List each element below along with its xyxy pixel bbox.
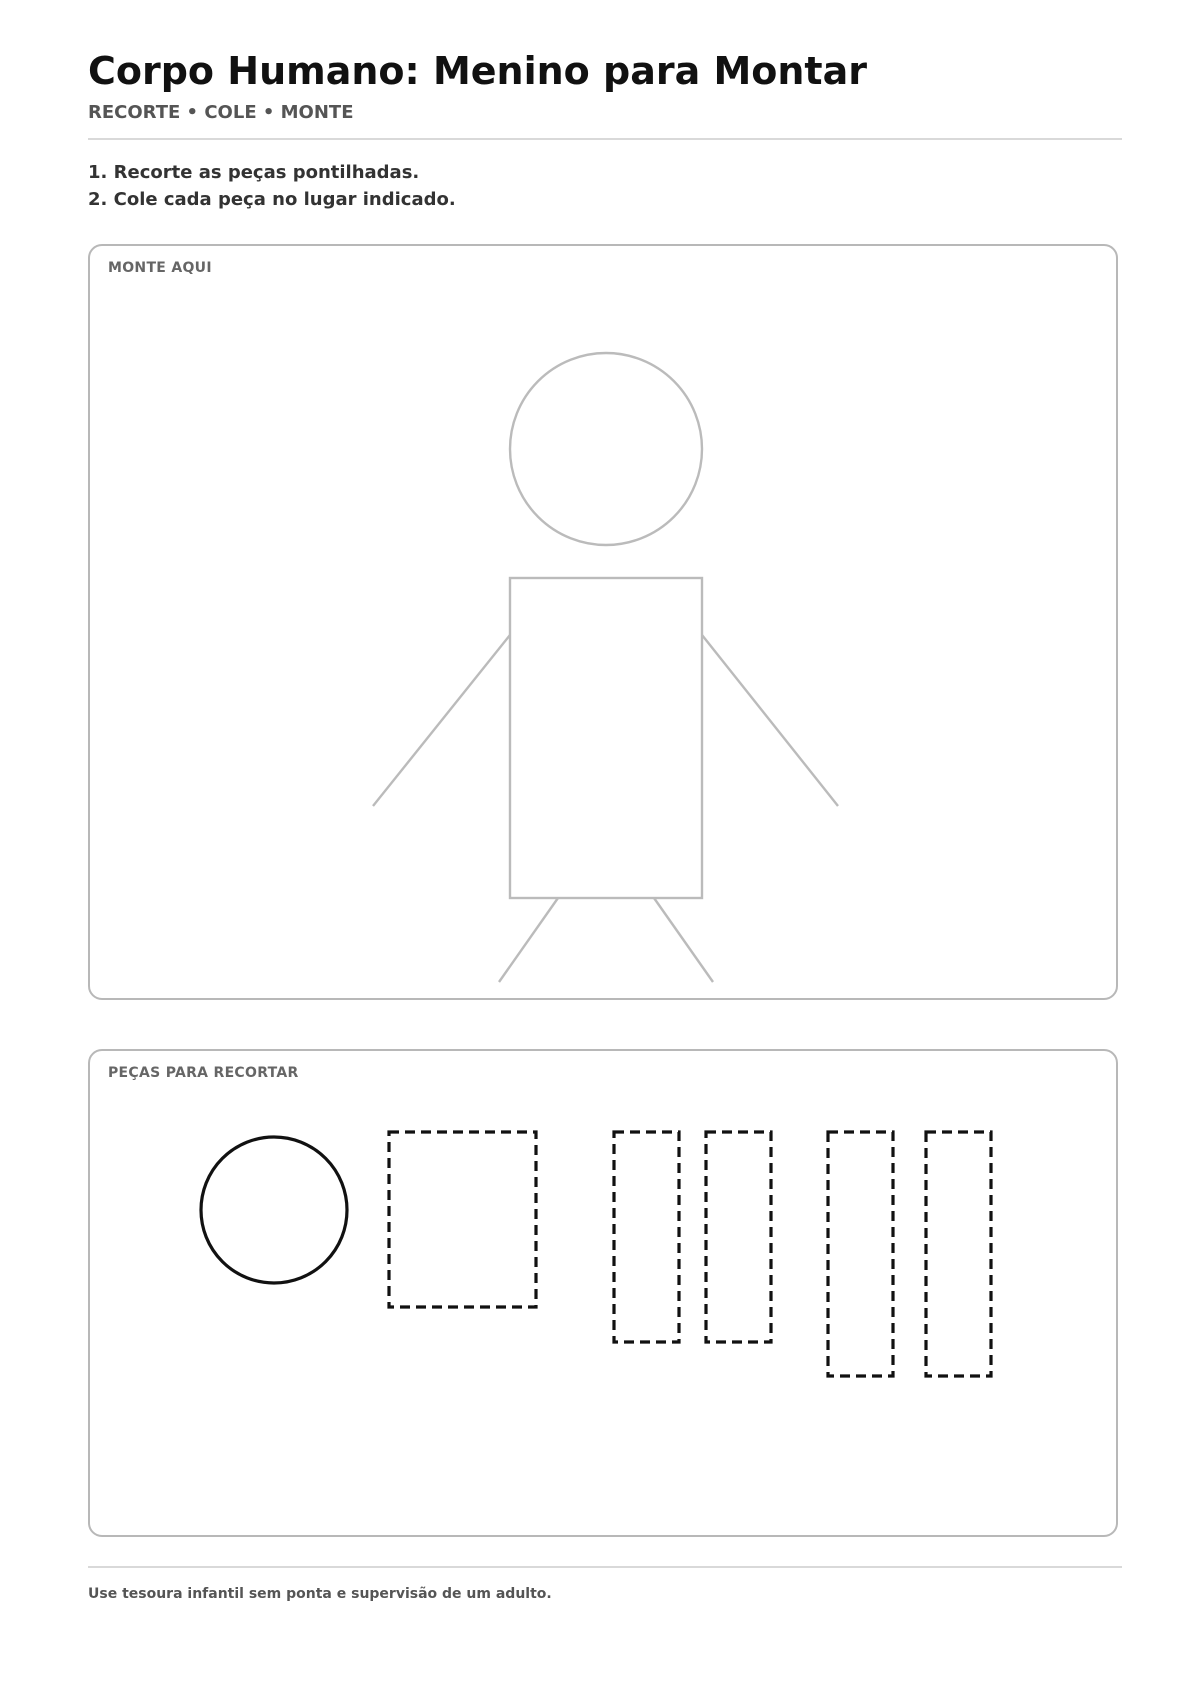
right-leg-line [654, 898, 713, 982]
head-piece [201, 1137, 347, 1283]
right-arm-line [702, 635, 838, 806]
page-subtitle: RECORTE • COLE • MONTE [88, 102, 354, 123]
assembly-area [88, 244, 1118, 1000]
leg-piece [926, 1132, 991, 1376]
pieces-area-label: PEÇAS PARA RECORTAR [108, 1065, 299, 1081]
body-outline-guide [90, 246, 1120, 1002]
head-outline [510, 353, 702, 545]
instruction-item: 1. Recorte as peças pontilhadas. [88, 162, 420, 183]
pieces-area [88, 1049, 1118, 1537]
header-divider [88, 138, 1122, 140]
torso-piece [389, 1132, 536, 1307]
page-title: Corpo Humano: Menino para Montar [88, 49, 867, 93]
arm-piece [614, 1132, 679, 1342]
instructions-list [88, 159, 456, 213]
assembly-area-label: MONTE AQUI [108, 260, 212, 276]
leg-piece [828, 1132, 893, 1376]
left-leg-line [499, 898, 558, 982]
footer-divider [88, 1566, 1122, 1568]
left-arm-line [373, 635, 510, 806]
instruction-item: 2. Cole cada peça no lugar indicado. [88, 189, 456, 210]
cut-pieces [90, 1051, 1120, 1539]
torso-outline [510, 578, 702, 898]
arm-piece [706, 1132, 771, 1342]
safety-note: Use tesoura infantil sem ponta e supervisão de um adulto. [88, 1586, 552, 1602]
